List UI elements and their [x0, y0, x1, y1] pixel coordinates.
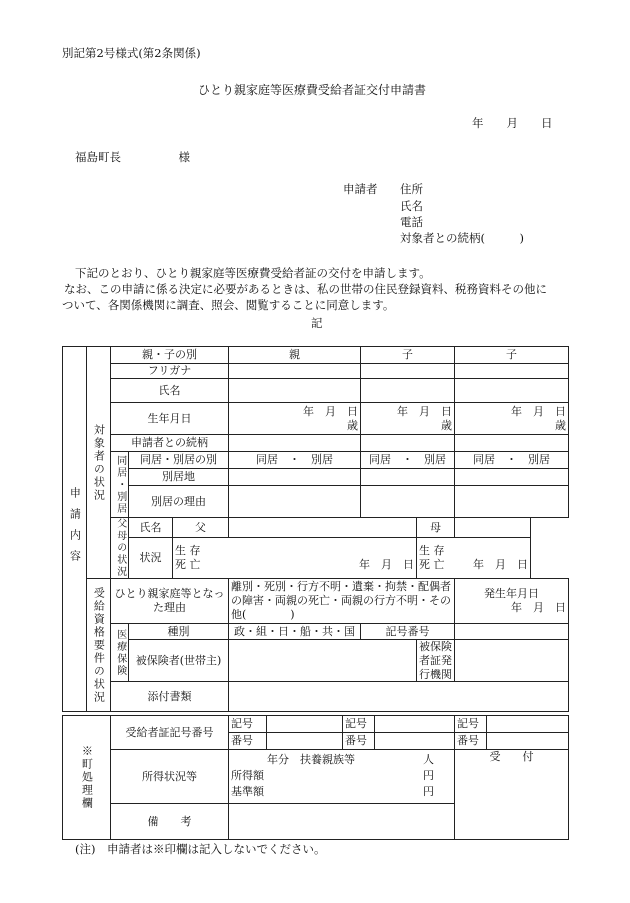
relation-label: 申請者との続柄: [111, 435, 229, 452]
insured-label: 被保険者(世帯主): [129, 640, 229, 682]
intro-line-1: 下記のとおり、ひとり親家庭等医療費受給者証の交付を申請します。: [75, 266, 431, 280]
birthdate-child-1[interactable]: 年 月 日 歳: [361, 403, 455, 435]
kind-label: 種別: [129, 624, 229, 640]
kigo-label-2: 記号: [343, 716, 375, 733]
applicant-label: 申請者: [343, 182, 378, 196]
parent-name-label: 氏名: [129, 518, 173, 538]
name-child-2[interactable]: [455, 379, 569, 403]
kigo-1[interactable]: [267, 716, 343, 733]
kigo-label-3: 記号: [455, 716, 487, 733]
birthdate-parent[interactable]: 年 月 日 歳: [229, 403, 361, 435]
separate-live-label: 同居・別居: [111, 452, 129, 518]
parent-child-label: 親・子の別: [111, 347, 229, 364]
note: (注) 申請者は※印欄は記入しないでください。: [75, 842, 326, 856]
issuer-value[interactable]: [455, 640, 569, 682]
live-child-1[interactable]: 同居 ・ 別居: [361, 452, 455, 469]
applicant-address-label: 住所: [400, 182, 423, 196]
live-type-label: 同居・別居の別: [129, 452, 229, 469]
kigo-2[interactable]: [375, 716, 455, 733]
col-child-1: 子: [361, 347, 455, 364]
relation-child-2[interactable]: [455, 435, 569, 452]
separate-reason-child-2[interactable]: [455, 486, 569, 518]
attachments-value[interactable]: [229, 682, 569, 712]
remarks-value[interactable]: [229, 804, 455, 840]
page-title: ひとり親家庭等医療費受給者証交付申請書: [198, 83, 427, 97]
separate-reason-label: 別居の理由: [129, 486, 229, 518]
bango-1[interactable]: [267, 733, 343, 750]
office-table: [62, 715, 569, 840]
mother-status[interactable]: 生 存 死 亡 年 月 日: [417, 538, 531, 579]
separate-address-label: 別居地: [129, 469, 229, 486]
insured-value[interactable]: [229, 640, 417, 682]
furigana-child-1[interactable]: [361, 364, 455, 379]
separate-address-parent[interactable]: [229, 469, 361, 486]
furigana-parent[interactable]: [229, 364, 361, 379]
intro-line-3: ついて、各関係機関に調査、照会、閲覧することに同意します。: [62, 298, 395, 312]
parent-status-label: 父母の状況: [111, 518, 129, 579]
date-line: 年 月 日: [472, 116, 553, 130]
issuer-label: 被保険者証発行機関: [417, 640, 455, 682]
section-target: 対象者の状況: [87, 347, 111, 579]
attachments-label: 添付書類: [111, 682, 229, 712]
relation-parent[interactable]: [229, 435, 361, 452]
separate-reason-child-1[interactable]: [361, 486, 455, 518]
furigana-label: フリガナ: [111, 364, 229, 379]
remarks-label: 備 考: [111, 804, 229, 840]
bango-label-1: 番号: [229, 733, 267, 750]
bango-label-2: 番号: [343, 733, 375, 750]
received-label: 受 付: [455, 750, 569, 840]
bango-3[interactable]: [487, 733, 569, 750]
income-details[interactable]: 年分 扶養親族等 人 所得額 円 基準額 円: [229, 750, 455, 804]
applicant-name-label: 氏名: [400, 199, 423, 213]
father-name[interactable]: [229, 518, 417, 538]
separate-reason-parent[interactable]: [229, 486, 361, 518]
applicant-phone-label: 電話: [400, 215, 423, 229]
live-child-2[interactable]: 同居 ・ 別居: [455, 452, 569, 469]
section-qualify: 受給資格要件の状況: [87, 579, 111, 712]
col-child-2: 子: [455, 347, 569, 364]
symbol-no-value[interactable]: [455, 624, 569, 640]
form-number: 別記第2号様式(第2条関係): [62, 46, 201, 60]
mother-label: 母: [417, 518, 455, 538]
kigo-label-1: 記号: [229, 716, 267, 733]
col-parent: 親: [229, 347, 361, 364]
applicant-relation-label: 対象者との続柄( ): [400, 231, 524, 245]
income-label: 所得状況等: [111, 750, 229, 804]
separate-address-child-2[interactable]: [455, 469, 569, 486]
kigo-3[interactable]: [487, 716, 569, 733]
birthdate-label: 生年月日: [111, 403, 229, 435]
cert-no-label: 受給者証記号番号: [111, 716, 229, 750]
kind-options[interactable]: 政・組・日・船・共・国: [229, 624, 361, 640]
reason-options[interactable]: 離別・死別・行方不明・遺棄・拘禁・配偶者の障害・両親の死亡・両親の行方不明・その他( ): [229, 579, 455, 624]
name-child-1[interactable]: [361, 379, 455, 403]
name-parent[interactable]: [229, 379, 361, 403]
symbol-no-label: 記号番号: [361, 624, 455, 640]
relation-child-1[interactable]: [361, 435, 455, 452]
birth-date-cell[interactable]: 発生年月日 年 月 日: [455, 579, 569, 624]
father-status[interactable]: 生 存 死 亡 年 月 日: [173, 538, 417, 579]
section-application: 申請内容: [63, 347, 87, 712]
addressee: 福島町長 様: [75, 150, 190, 164]
separate-address-child-1[interactable]: [361, 469, 455, 486]
bango-2[interactable]: [375, 733, 455, 750]
mother-name[interactable]: [455, 518, 531, 538]
insurance-label: 医療保険: [111, 624, 129, 682]
application-table: [62, 346, 569, 712]
intro-line-2: なお、この申請に係る決定に必要があるときは、私の世帯の住民登録資料、税務資料その他に: [64, 282, 547, 296]
status-label: 状況: [129, 538, 173, 579]
ki-label: 記: [311, 316, 323, 330]
name-label: 氏名: [111, 379, 229, 403]
father-label: 父: [173, 518, 229, 538]
reason-label: ひとり親家庭等となった理由: [111, 579, 229, 624]
furigana-child-2[interactable]: [455, 364, 569, 379]
section-office: ※町処理欄: [63, 716, 111, 840]
bango-label-3: 番号: [455, 733, 487, 750]
live-parent[interactable]: 同居 ・ 別居: [229, 452, 361, 469]
birthdate-child-2[interactable]: 年 月 日 歳: [455, 403, 569, 435]
